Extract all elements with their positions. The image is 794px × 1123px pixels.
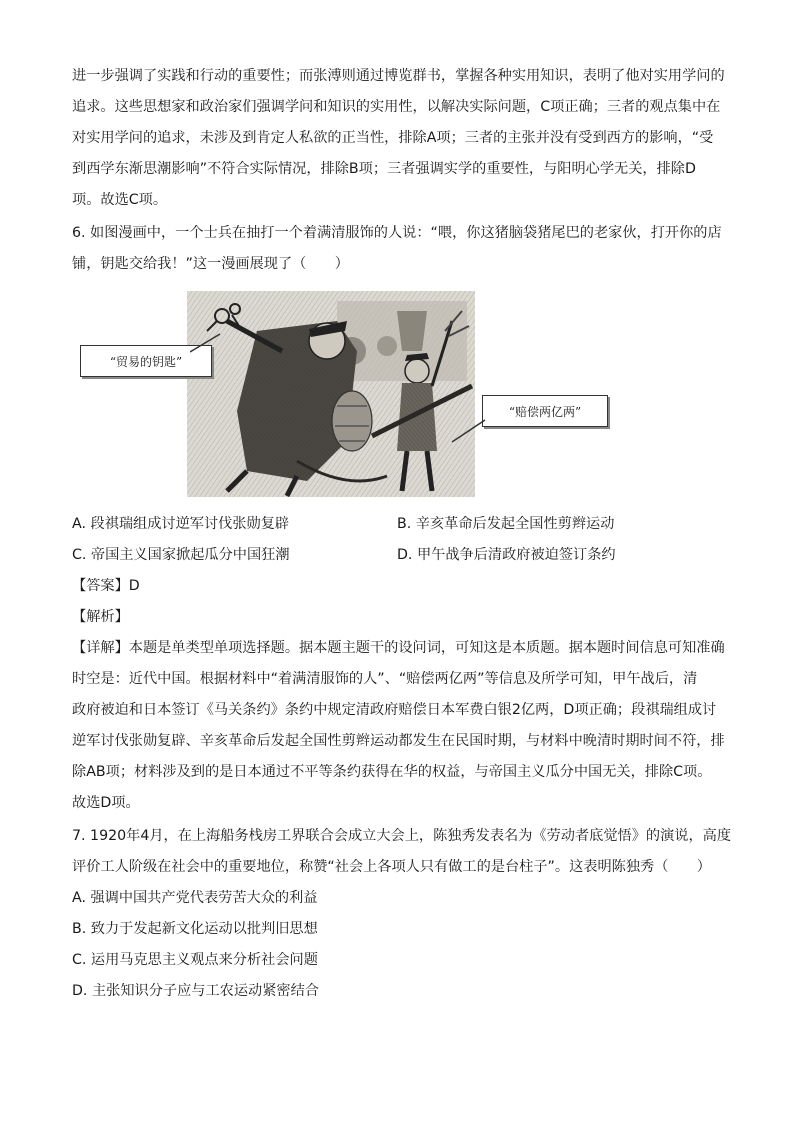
q7-option-a: A. 强调中国共产党代表劳苦大众的利益 xyxy=(72,890,318,906)
q6-option-a: A. 段祺瑞组成讨逆军讨伐张勋复辟 xyxy=(72,516,290,532)
q7-stem-line: 评价工人阶级在社会中的重要地位，称赞“社会上各项人只有做工的是台柱子”。这表明陈独秀（ ） xyxy=(72,859,711,875)
intro-line: 到西学东渐思潮影响”不符合实际情况，排除B项；三者强调实学的重要性，与阳明心学无关，排除D xyxy=(72,161,696,177)
q6-option-c: C. 帝国主义国家掀起瓜分中国狂潮 xyxy=(72,547,290,563)
callout-pointer-left xyxy=(190,330,230,370)
q6-stem-line: 铺，钥匙交给我！”这一漫画展现了（ ） xyxy=(72,256,349,272)
q6-option-d: D. 甲午战争后清政府被迫签订条约 xyxy=(397,547,616,563)
q7-stem-line: 7. 1920年4月，在上海船务栈房工界联合会成立大会上，陈独秀发表名为《劳动者底觉悟》的演说，高度 xyxy=(72,828,732,844)
q6-detail-line: 政府被迫和日本签订《马关条约》条约中规定清政府赔偿日本军费白银2亿两，D项正确；段祺瑞组成讨 xyxy=(72,702,717,718)
callout-trade-key: “贸易的钥匙” xyxy=(80,345,212,377)
callout-pointer-right xyxy=(450,418,490,448)
q6-stem-line: 6. 如图漫画中，一个士兵在抽打一个着满清服饰的人说：“喂，你这猪脑袋猪尾巴的老家伙，打开你的店 xyxy=(72,225,722,241)
cartoon-illustration xyxy=(187,291,475,497)
q7-option-c: C. 运用马克思主义观点来分析社会问题 xyxy=(72,952,318,968)
intro-line: 进一步强调了实践和行动的重要性；而张溥则通过博览群书，掌握各种实用知识，表明了他对实用学问的 xyxy=(72,68,725,84)
q6-option-b: B. 辛亥革命后发起全国性剪辫运动 xyxy=(397,516,615,532)
q6-detail-line: 时空是：近代中国。根据材料中“着满清服饰的人”、“赔偿两亿两”等信息及所学可知，甲午战后，清 xyxy=(72,671,698,687)
q6-analysis-label: 【解析】 xyxy=(72,609,129,625)
q7-option-b: B. 致力于发起新文化运动以批判旧思想 xyxy=(72,921,318,937)
intro-line: 追求。这些思想家和政治家们强调学问和知识的实用性，以解决实际问题，C项正确；三者的观点集中在 xyxy=(72,99,721,115)
q6-detail-line: 除AB项；材料涉及到的是日本通过不平等条约获得在华的权益，与帝国主义瓜分中国无关，排除C项。 xyxy=(72,764,712,780)
q6-detail-line: 逆军讨伐张勋复辟、辛亥革命后发起全国性剪辫运动都发生在民国时期，与材料中晚清时期时间不符，排 xyxy=(72,733,725,749)
q6-answer: 【答案】D xyxy=(72,578,140,594)
q7-option-d: D. 主张知识分子应与工农运动紧密结合 xyxy=(72,983,319,999)
q6-detail-line: 故选D项。 xyxy=(72,795,140,811)
intro-line: 对实用学问的追求，未涉及到肯定人私欲的正当性，排除A项；三者的主张并没有受到西方的影响，“受 xyxy=(72,130,714,146)
callout-indemnity: “赔偿两亿两” xyxy=(482,395,608,427)
intro-line: 项。故选C项。 xyxy=(72,192,168,208)
q6-detail-line: 【详解】本题是单类型单项选择题。据本题主题干的设问词，可知这是本质题。据本题时间信息可知准确 xyxy=(72,640,725,656)
cartoon-image xyxy=(187,291,475,497)
